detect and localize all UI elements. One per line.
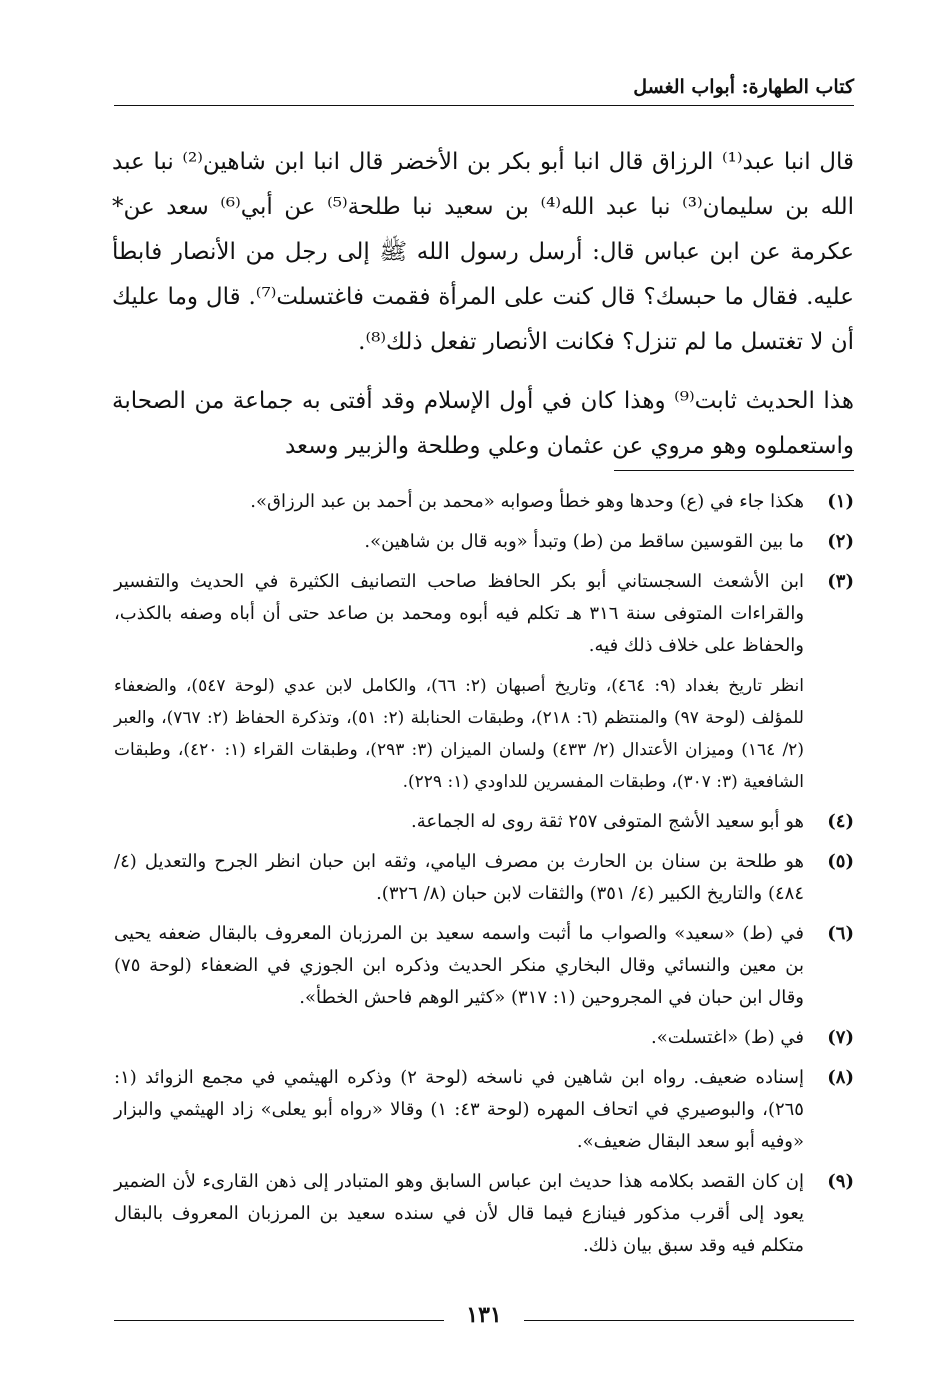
page-number: ١٣١: [466, 1302, 502, 1328]
footnote-number: (٦): [827, 923, 854, 944]
footnote-item: [114, 566, 854, 662]
footnote-text: هو طلحة بن سنان بن الحارث بن مصرف اليامي، وثقه ابن حبان انظر الجرح والتعديل (٤/ ٤٨٤) والتاريخ الكبير (٤/ ٣٥١) والثقات لابن حبان (٨/ ٣٢٦).: [114, 851, 804, 904]
footnote-item: [114, 1062, 854, 1158]
footnote-item: [114, 918, 854, 1014]
footnote-item: [114, 1166, 854, 1262]
footnote-text: ابن الأشعث السجستاني أبو بكر الحافظ صاحب التصانيف الكثيرة في الحديث والتفسير والقراءات المتوفى سنة ٣١٦ هـ تكلم فيه أبوه ومحمد بن صاعد حتى أن أباه وصفه بالكذب، والحفاظ على خلاف ذلك فيه.: [114, 571, 805, 656]
footnote-item: [114, 1022, 854, 1054]
footnote-number: (١): [827, 491, 854, 512]
footnote-item: [114, 486, 854, 518]
footnote-number: (٨): [827, 1067, 854, 1088]
footnote-number: (٧): [827, 1027, 854, 1048]
footnote-text: إسناده ضعيف. رواه ابن شاهين في ناسخه (لوحة ٢) وذكره الهيثمي في مجمع الزوائد (١: ٢٦٥)، والبوصيري في اتحاف المهره (لوحة ٤٣: ١) وقالا «رواه أبو يعلى» زاد الهيثمي والبزار «وفيه أبو سعد البقال ضعيف».: [114, 1067, 804, 1152]
footnote-text: في (ط) «سعيد» والصواب ما أثبت واسمه سعيد بن المرزبان المعروف بالبقال ضعفه يحيى بن معين والنسائي وقال البخاري منكر الحديث وذكره ابن الجوزي في الضعفاء (لوحة ٧٥) وقال ابن حبان في المجروحين (١: ٣١٧) «كثير الوهم فاحش الخطأ».: [114, 923, 804, 1008]
footnote-separator: [614, 470, 854, 471]
footnote-number: (٥): [827, 851, 854, 872]
footnote-continuation: [114, 670, 804, 798]
header-rule: [114, 105, 854, 106]
footnote-text: هو أبو سعيد الأشج المتوفى ٢٥٧ ثقة روى له الجماعة.: [411, 811, 804, 832]
footnote-text: ما بين القوسين ساقط من (ط) وتبدأ «وبه قال بن شاهين».: [364, 531, 804, 552]
footnote-number: (٩): [827, 1171, 854, 1192]
body-paragraph: هذا الحديث ثابت⁽⁹⁾ وهذا كان في أول الإسلام وقد أفتى به جماعة من الصحابة واستعملوه وهو مروي عن عثمان وعلي وطلحة والزبير وسعد: [112, 388, 854, 459]
main-text: [112, 140, 854, 469]
footnote-text: هكذا جاء في (ع) وحدها وهو خطأ وصوابه «محمد بن أحمد بن عبد الرزاق».: [250, 491, 804, 512]
page-footer: [114, 1302, 854, 1336]
footnote-number: (٤): [827, 811, 854, 832]
footnote-text: إن كان القصد بكلامه هذا حديث ابن عباس السابق وهو المتبادر إلى ذهن القارىء لأن الضمير يعود إلى أقرب مذكور فينازع فيما قال لأن في سنده سعيد بن المرزبان المعروف بالبقال متكلم فيه وقد سبق بيان ذلك.: [114, 1171, 804, 1256]
footnotes: [114, 486, 854, 1270]
running-header: [114, 74, 854, 106]
footnote-text: في (ط) «اغتسلت».: [650, 1027, 804, 1048]
footnote-item: [114, 806, 854, 838]
body-paragraph: قال انبا عبد⁽¹⁾ الرزاق قال انبا أبو بكر بن الأخضر قال انبا ابن شاهين⁽²⁾ نبا عبد الله بن سليمان⁽³⁾ نبا عبد الله⁽⁴⁾ بن سعيد نبا طلحة⁽⁵⁾ عن أبي⁽⁶⁾ سعد عن* عكرمة عن ابن عباس قال: أرسل رسول الله ﷺ إلى رجل من الأنصار فابطأ عليه. فقال ما حبسك؟ قال كنت على المرأة فقمت فاغتسلت⁽⁷⁾. قال وما عليك أن لا تغتسل ما لم تنزل؟ فكانت الأنصار تفعل ذلك⁽⁸⁾.: [112, 149, 855, 355]
footnote-item: [114, 526, 854, 558]
footnote-references: انظر تاريخ بغداد (٩: ٤٦٤)، وتاريخ أصبهان (٢: ٦٦)، والكامل لابن عدي (لوحة ٥٤٧)، والضعفاء للمؤلف (لوحة ٩٧) والمنتظم (٦: ٢١٨)، وطبقات الحنابلة (٢: ٥١)، وتذكرة الحفاظ (٢: ٧٦٧)، والعبر (٢/ ١٦٤) وميزان الأعتدال (٢/ ٤٣٣) ولسان الميزان (٣: ٢٩٣)، وطبقات القراء (١: ٤٢٠)، وطبقات الشافعية (٣: ٣٠٧)، وطبقات المفسرين للداودي (١: ٢٢٩).: [114, 676, 805, 792]
footnote-number: (٢): [827, 531, 854, 552]
footer-rule-left: [114, 1320, 444, 1321]
footnote-item: [114, 846, 854, 910]
chapter-title: كتاب الطهارة: أبواب الغسل: [633, 76, 854, 98]
footnote-number: (٣): [827, 571, 854, 592]
